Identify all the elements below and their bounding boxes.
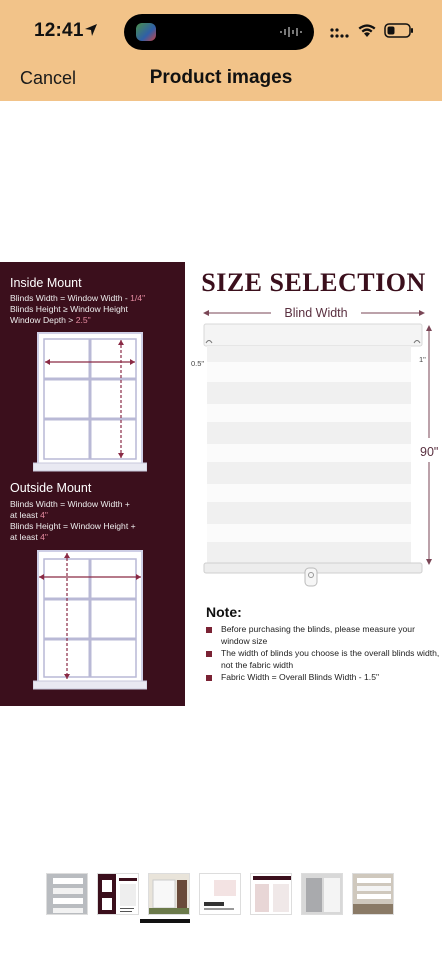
inside-mount-line: Window Depth > 2.5" (10, 315, 91, 325)
thumbnail-7[interactable] (352, 873, 394, 915)
note-item: The width of blinds you choose is the overall blinds width, not the fabric width (206, 648, 442, 671)
outside-mount-line: Blinds Width = Window Width + (10, 499, 130, 509)
left-offset-label: 0.5" (191, 359, 205, 368)
outside-mount-line: Blinds Height = Window Height + (10, 521, 136, 531)
inside-mount-line: Blinds Height ≥ Window Height (10, 304, 128, 314)
battery-icon (384, 23, 414, 38)
note-list (206, 624, 442, 685)
note-title: Note: (206, 604, 242, 620)
thumbnail-5[interactable] (250, 873, 292, 915)
outside-mount-line: at least 4" (10, 510, 48, 520)
cellular-signal-icon (330, 26, 350, 38)
mount-guide-panel (0, 262, 185, 706)
page-title: Product images (149, 67, 293, 88)
dynamic-island (124, 14, 314, 50)
audio-wave-icon (280, 27, 302, 37)
note-item: Fabric Width = Overall Blinds Width - 1.5" (206, 672, 442, 684)
blind-width-label: Blind Width (284, 306, 348, 320)
inside-mount-window-illustration (33, 329, 147, 474)
cancel-button[interactable]: Cancel (20, 68, 77, 88)
size-selection-panel (185, 262, 442, 706)
thumbnail-4[interactable] (199, 873, 241, 915)
thumbnail-1[interactable] (46, 873, 88, 915)
now-playing-artwork-icon (136, 23, 156, 41)
right-offset-label: 1" (419, 355, 426, 364)
inside-mount-title: Inside Mount (10, 276, 82, 290)
location-arrow-icon (84, 23, 98, 37)
size-selection-title: SIZE SELECTION (201, 268, 426, 297)
thumbnail-2-selected[interactable] (97, 873, 139, 915)
status-time: 12:41 (34, 20, 84, 41)
thumbnail-3[interactable] (148, 873, 190, 915)
wifi-icon (358, 23, 376, 38)
outside-mount-line: at least 4" (10, 532, 48, 542)
product-image[interactable] (0, 262, 442, 706)
roller-blind-illustration (185, 262, 442, 592)
thumbnail-strip (46, 873, 396, 923)
outside-mount-title: Outside Mount (10, 481, 92, 495)
height-label: 90" (420, 445, 439, 459)
outside-mount-window-illustration (33, 547, 147, 692)
inside-mount-line: Blinds Width = Window Width - 1/4" (10, 293, 146, 303)
thumbnail-6[interactable] (301, 873, 343, 915)
selected-thumbnail-indicator (140, 919, 190, 923)
top-bar (0, 0, 442, 101)
note-item: Before purchasing the blinds, please measure your window size (206, 624, 442, 647)
